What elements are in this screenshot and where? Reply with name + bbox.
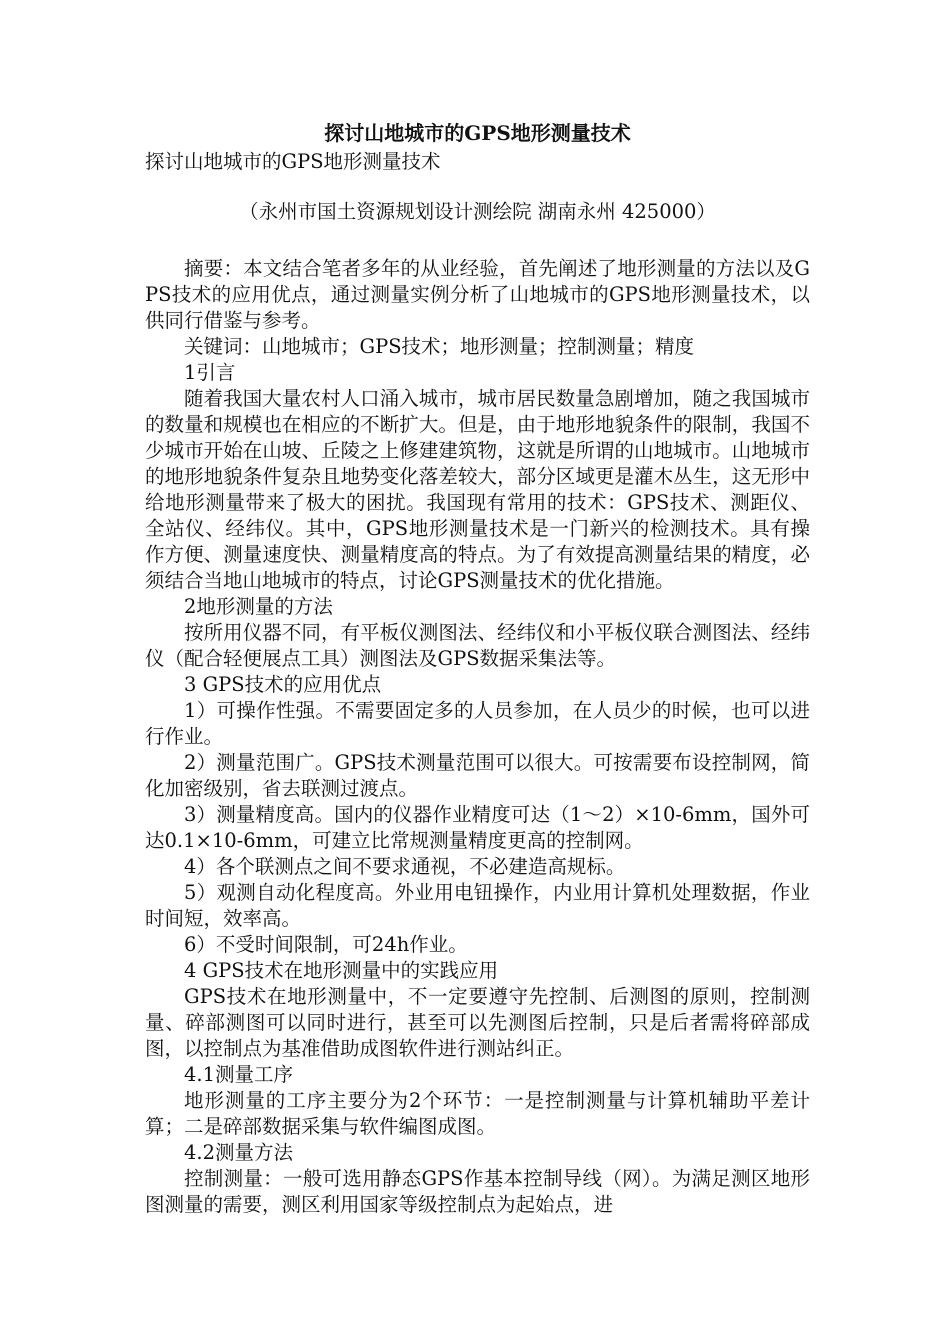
- list-item: 5）观测自动化程度高。外业用电钮操作，内业用计算机处理数据，作业时间短，效率高。: [145, 881, 810, 930]
- section-heading-introduction: 1引言: [184, 361, 236, 384]
- body-paragraph: 地形测量的工序主要分为2个环节：一是控制测量与计算机辅助平差计算；二是碎部数据采集与软件编图成图。: [145, 1089, 810, 1138]
- document-title: 探讨山地城市的GPS地形测量技术: [324, 121, 631, 145]
- section-heading-gps-application: 4 GPS技术在地形测量中的实践应用: [184, 959, 499, 982]
- subsection-heading-method: 4.2测量方法: [184, 1141, 294, 1164]
- body-paragraph: 随着我国大量农村人口涌入城市，城市居民数量急剧增加，随之我国城市的数量和规模也在相应的不断扩大。但是，由于地形地貌条件的限制，我国不少城市开始在山坡、丘陵之上修建建筑物，这就是所谓的山地城市。山地城市的地形地貌条件复杂且地势变化落差较大，部分区域更是灌木丛生，这无形中给地形测量带来了极大的困扰。我国现有常用的技术：GPS技术、测距仪、全站仪、经纬仪。其中，GPS地形测量技术是一门新兴的检测技术。具有操作方便、测量速度快、测量精度高的特点。为了有效提高测量结果的精度，必须结合当地山地城市的特点，讨论GPS测量技术的优化措施。: [145, 387, 810, 592]
- list-item: 2）测量范围广。GPS技术测量范围可以很大。可按需要布设控制网，简化加密级别，省去联测过渡点。: [145, 751, 810, 800]
- author-affiliation: （永州市国土资源规划设计测绘院 湖南永州 425000）: [239, 200, 716, 223]
- body-paragraph: GPS技术在地形测量中，不一定要遵守先控制、后测图的原则，控制测量、碎部测图可以同时进行，甚至可以先测图后控制，只是后者需将碎部成图，以控制点为基准借助成图软件进行测站纠正。: [145, 985, 810, 1060]
- section-heading-gps-advantages: 3 GPS技术的应用优点: [184, 673, 382, 696]
- subsection-heading-procedure: 4.1测量工序: [184, 1063, 294, 1086]
- list-item: 6）不受时间限制，可24h作业。: [184, 933, 468, 956]
- list-item: 4）各个联测点之间不要求通视，不必建造高规标。: [184, 855, 626, 878]
- list-item: 1）可操作性强。不需要固定多的人员参加，在人员少的时候，也可以进行作业。: [145, 699, 810, 748]
- abstract-paragraph: 摘要：本文结合笔者多年的从业经验，首先阐述了地形测量的方法以及GPS技术的应用优点，通过测量实例分析了山地城市的GPS地形测量技术，以供同行借鉴与参考。: [145, 257, 810, 332]
- document-page: [145, 118, 810, 1218]
- body-paragraph: 按所用仪器不同，有平板仪测图法、经纬仪和小平板仪联合测图法、经纬仪（配合轻便展点工具）测图法及GPS数据采集法等。: [145, 621, 810, 670]
- keywords-paragraph: 关键词：山地城市；GPS技术；地形测量；控制测量；精度: [184, 335, 695, 358]
- list-item: 3）测量精度高。国内的仪器作业精度可达（1～2）×10-6mm，国外可达0.1×10-6mm，可建立比常规测量精度更高的控制网。: [145, 803, 810, 852]
- document-subtitle: 探讨山地城市的GPS地形测量技术: [145, 150, 441, 173]
- body-paragraph: 控制测量：一般可选用静态GPS作基本控制导线（网）。为满足测区地形图测量的需要，测区利用国家等级控制点为起始点，进: [145, 1167, 810, 1216]
- section-heading-methods: 2地形测量的方法: [184, 595, 333, 618]
